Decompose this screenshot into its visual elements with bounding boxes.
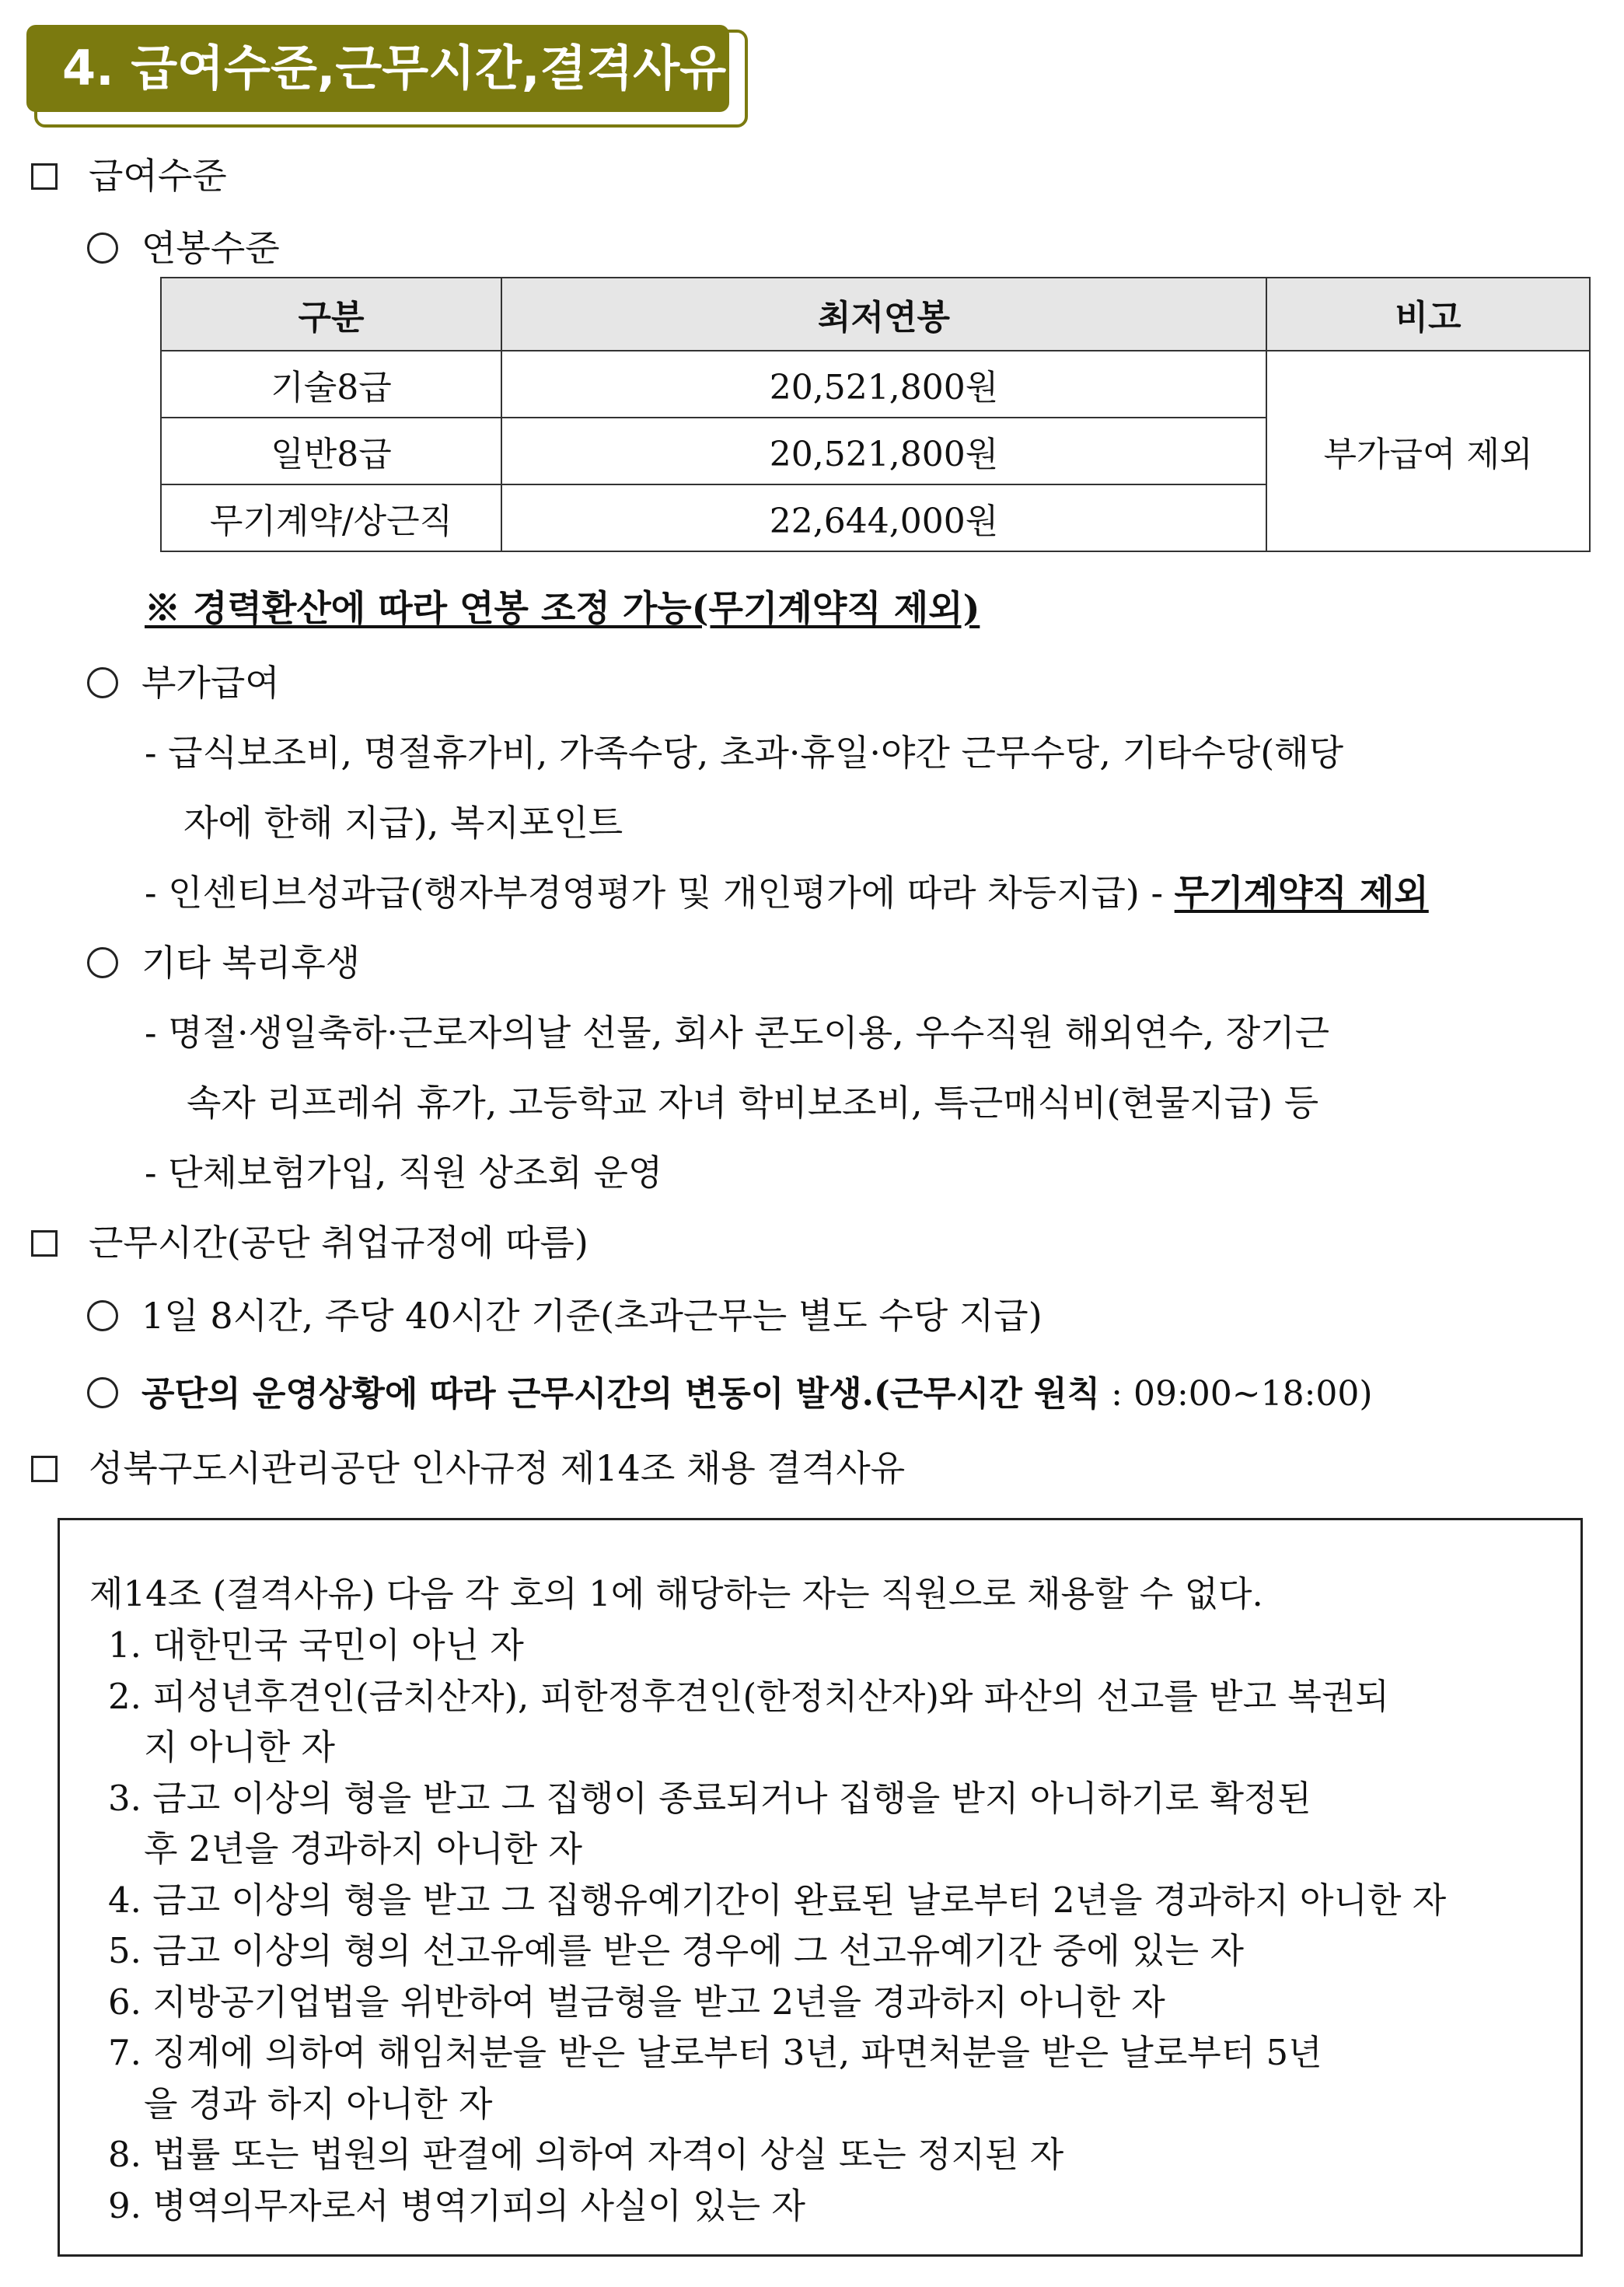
salary-footnote: ※ 경력환산에 따라 연봉 조정 가능(무기계약직 제외) bbox=[145, 587, 980, 629]
list-item: 2. 피성년후견인(금치산자), 피한정후견인(한정치산자)와 파산의 선고를 받고 복권되 bbox=[108, 1676, 1389, 1717]
table-cell-salary: 20,521,800원 bbox=[501, 418, 1266, 484]
circle-bullet-icon bbox=[87, 667, 118, 698]
work-hours-item-2-bold: 공단의 운영상황에 따라 근무시간의 변동이 발생.(근무시간 원칙 bbox=[141, 1374, 1101, 1414]
checkbox-square-icon bbox=[31, 1456, 58, 1482]
welfare-line-2: - 단체보험가입, 직원 상조회 운영 bbox=[145, 1152, 663, 1194]
welfare-heading: 기타 복리후생 bbox=[141, 942, 361, 984]
annual-heading-row bbox=[87, 220, 280, 271]
table-cell-category: 일반8급 bbox=[161, 418, 501, 484]
table-cell-salary: 20,521,800원 bbox=[501, 351, 1266, 418]
list-item: 5. 금고 이상의 형의 선고유예를 받은 경우에 그 선고유예기간 중에 있는 자 bbox=[108, 1930, 1244, 1971]
extra-line-1a: - 급식보조비, 명절휴가비, 가족수당, 초과·휴일·야간 근무수당, 기타수당(해당 bbox=[145, 732, 1344, 774]
circle-bullet-icon bbox=[87, 1377, 118, 1408]
table-row bbox=[161, 351, 1590, 418]
work-hours-heading-row bbox=[31, 1215, 588, 1266]
circle-bullet-icon bbox=[87, 1300, 118, 1331]
disqualification-box bbox=[58, 1518, 1583, 2257]
salary-heading: 급여수준 bbox=[89, 155, 227, 197]
extra-heading-row bbox=[87, 655, 280, 706]
circle-bullet-icon bbox=[87, 947, 118, 978]
list-item: 3. 금고 이상의 형을 받고 그 집행이 종료되거나 집행을 받지 아니하기로 확정된 bbox=[108, 1778, 1311, 1819]
disqualification-heading-row bbox=[31, 1440, 905, 1491]
table-cell-note: 부가급여 제외 bbox=[1266, 351, 1590, 551]
work-hours-item-2-rest: : 09:00~18:00) bbox=[1100, 1374, 1373, 1414]
salary-heading-row bbox=[31, 148, 227, 199]
list-item: 1. 대한민국 국민이 아닌 자 bbox=[108, 1624, 524, 1666]
annual-heading: 연봉수준 bbox=[141, 227, 280, 269]
list-item: 후 2년을 경과하지 아니한 자 bbox=[144, 1828, 583, 1869]
list-item: 9. 병역의무자로서 병역기피의 사실이 있는 자 bbox=[108, 2185, 805, 2226]
table-cell-category: 무기계약/상근직 bbox=[161, 484, 501, 551]
list-item: 4. 금고 이상의 형을 받고 그 집행유예기간이 완료된 날로부터 2년을 경과하지 아니한 자 bbox=[108, 1880, 1447, 1921]
work-hours-item-1-row bbox=[87, 1288, 1043, 1339]
box-title: 제14조 (결격사유) 다음 각 호의 1에 해당하는 자는 직원으로 채용할 수 없다. bbox=[89, 1573, 1263, 1614]
table-cell-category: 기술8급 bbox=[161, 351, 501, 418]
work-hours-item-1: 1일 8시간, 주당 40시간 기준(초과근무는 별도 수당 지급) bbox=[141, 1295, 1043, 1337]
checkbox-square-icon bbox=[31, 1230, 58, 1257]
disqualification-heading: 성북구도시관리공단 인사규정 제14조 채용 결격사유 bbox=[89, 1447, 906, 1489]
table-header-note: 비고 bbox=[1266, 278, 1590, 351]
list-item: 7. 징계에 의하여 해임처분을 받은 날로부터 3년, 파면처분을 받은 날로부터 5년 bbox=[108, 2032, 1322, 2073]
table-cell-salary: 22,644,000원 bbox=[501, 484, 1266, 551]
welfare-line-1a: - 명절·생일축하·근로자의날 선물, 회사 콘도이용, 우수직원 해외연수, 장기근 bbox=[145, 1012, 1330, 1054]
extra-line-2-emphasis: 무기계약직 제외 bbox=[1174, 872, 1429, 914]
extra-line-2-text: - 인센티브성과급(행자부경영평가 및 개인평가에 따라 차등지급) - bbox=[145, 872, 1175, 914]
table-header-row bbox=[161, 278, 1590, 351]
table-header-category: 구분 bbox=[161, 278, 501, 351]
work-hours-heading: 근무시간(공단 취업규정에 따름) bbox=[89, 1222, 588, 1264]
extra-heading: 부가급여 bbox=[141, 662, 280, 704]
extra-line-2 bbox=[145, 865, 1429, 916]
section-title: 4. 급여수준,근무시간,결격사유 bbox=[26, 25, 729, 112]
list-item: 지 아니한 자 bbox=[144, 1726, 335, 1768]
salary-table bbox=[160, 277, 1591, 552]
welfare-line-1b: 속자 리프레쉬 휴가, 고등학교 자녀 학비보조비, 특근매식비(현물지급) 등 bbox=[187, 1082, 1319, 1124]
list-item: 6. 지방공기업법을 위반하여 벌금형을 받고 2년을 경과하지 아니한 자 bbox=[108, 1981, 1165, 2023]
list-item: 을 경과 하지 아니한 자 bbox=[144, 2083, 493, 2124]
work-hours-item-2-row bbox=[87, 1366, 1373, 1415]
extra-line-1b: 자에 한해 지급), 복지포인트 bbox=[183, 802, 623, 844]
welfare-heading-row bbox=[87, 935, 360, 986]
checkbox-square-icon bbox=[31, 163, 58, 190]
table-header-salary: 최저연봉 bbox=[501, 278, 1266, 351]
list-item: 8. 법률 또는 법원의 판결에 의하여 자격이 상실 또는 정지된 자 bbox=[108, 2134, 1064, 2175]
circle-bullet-icon bbox=[87, 233, 118, 264]
